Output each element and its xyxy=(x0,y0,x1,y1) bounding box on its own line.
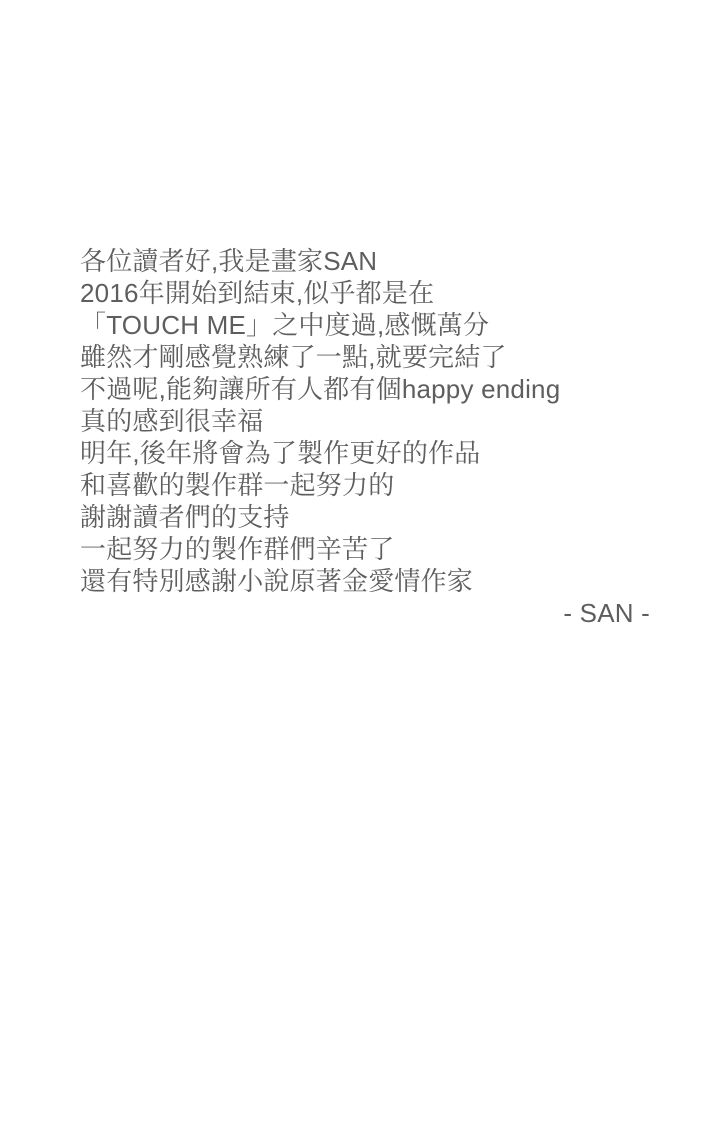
afterword-line: 一起努力的製作群們辛苦了 xyxy=(80,534,395,564)
afterword-paragraph-1 xyxy=(80,245,650,437)
afterword-line: 謝謝讀者們的支持 xyxy=(80,502,290,532)
afterword-line: 不過呢,能夠讓所有人都有個happy ending xyxy=(80,374,561,404)
afterword-line: 真的感到很幸福 xyxy=(80,406,264,436)
afterword-paragraph-2 xyxy=(80,437,650,501)
afterword-line: 2016年開始到結束,似乎都是在 xyxy=(80,278,435,308)
afterword-line: 各位讀者好,我是畫家SAN xyxy=(80,246,378,276)
author-afterword-note xyxy=(80,245,650,629)
author-signature: - SAN - xyxy=(563,598,650,628)
afterword-paragraph-3 xyxy=(80,501,650,597)
afterword-line: 「TOUCH ME」之中度過,感慨萬分 xyxy=(80,310,490,340)
afterword-line: 還有特別感謝小說原著金愛情作家 xyxy=(80,566,474,596)
afterword-line: 明年,後年將會為了製作更好的作品 xyxy=(80,438,481,468)
afterword-line: 和喜歡的製作群一起努力的 xyxy=(80,470,395,500)
afterword-line: 雖然才剛感覺熟練了一點,就要完結了 xyxy=(80,342,507,372)
